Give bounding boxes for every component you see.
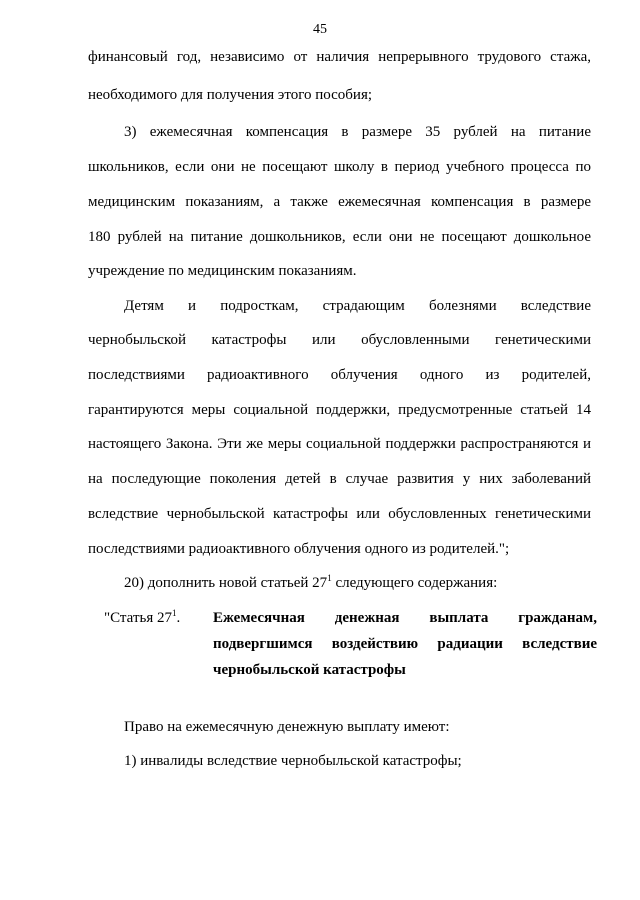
- text-line: чернобыльской катастрофы или обусловленными генетическими: [88, 332, 591, 348]
- article-label: "Статья $27^1$.: [104, 608, 181, 626]
- amendment-text: 20) дополнить новой статьей 27: [124, 575, 328, 591]
- text-line: вследствие чернобыльской катастрофы или обусловленных генетическими: [88, 506, 591, 522]
- text-line: финансовый год, независимо от наличия непрерывного трудового стажа,: [88, 49, 591, 65]
- text-line: 180 рублей на питание дошкольников, если они не посещают дошкольное: [88, 229, 591, 245]
- text-line: учреждение по медицинским показаниям.: [88, 263, 357, 279]
- text-line: 3) ежемесячная компенсация в размере 35 рублей на питание: [124, 124, 591, 140]
- text-line: медицинским показаниям, а также ежемесячная компенсация в размере: [88, 194, 591, 210]
- text-line: последствиями радиоактивного облучения одного из родителей.";: [88, 541, 510, 557]
- page-number: 45: [313, 22, 327, 37]
- text-line: на последующие поколения детей в случае развития у них заболеваний: [88, 471, 591, 487]
- text-line: Детям и подросткам, страдающим болезнями вследствие: [124, 298, 591, 314]
- article-title-line: подвергшимся воздействию радиации вследствие: [213, 636, 597, 652]
- article-title-line: чернобыльской катастрофы: [213, 662, 406, 678]
- text-line: школьников, если они не посещают школу в период учебного процесса по: [88, 159, 591, 175]
- text-line: гарантируются меры социальной поддержки, предусмотренные статьей 14: [88, 402, 591, 418]
- superscript: 1: [171, 608, 177, 618]
- amendment-line: [124, 574, 591, 592]
- text-line: последствиями радиоактивного облучения одного из родителей,: [88, 367, 591, 383]
- text-line: настоящего Закона. Эти же меры социальной поддержки распространяются и: [88, 436, 591, 452]
- text-line: необходимого для получения этого пособия;: [88, 87, 373, 103]
- superscript: 1: [327, 573, 332, 583]
- amendment-text: следующего содержания:: [331, 575, 498, 591]
- text-line: 1) инвалиды вследствие чернобыльской катастрофы;: [124, 753, 462, 769]
- text-line: Право на ежемесячную денежную выплату имеют:: [124, 719, 450, 735]
- article-title-line: Ежемесячная денежная выплата гражданам,: [213, 610, 597, 626]
